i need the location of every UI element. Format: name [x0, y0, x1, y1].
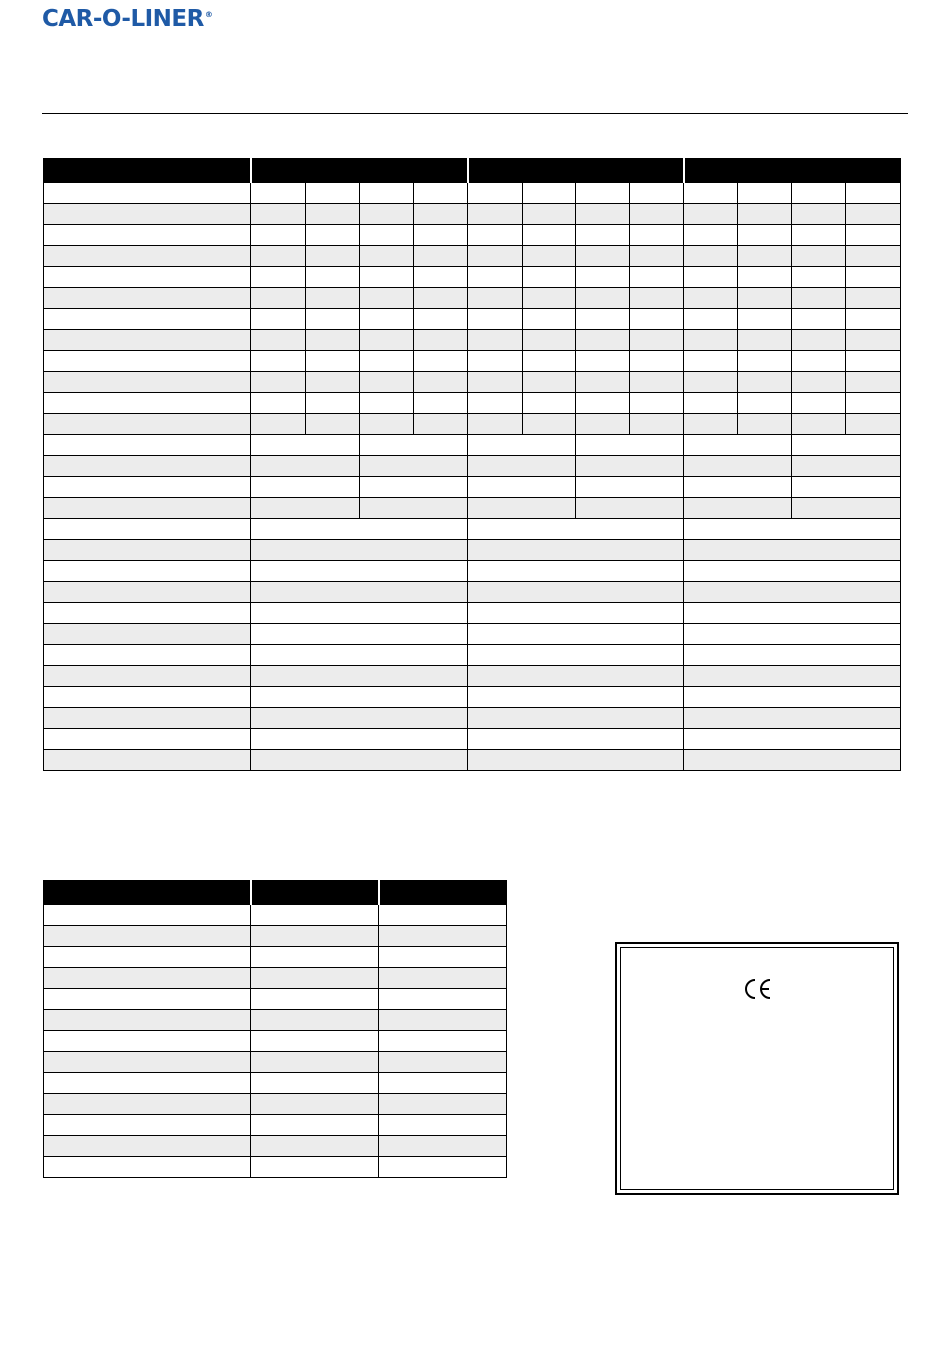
table-row [44, 750, 901, 771]
table-header-row [44, 881, 507, 905]
table-row [44, 288, 901, 309]
table-row [44, 666, 901, 687]
table-row [44, 729, 901, 750]
table-row [44, 330, 901, 351]
table-row [44, 519, 901, 540]
table-row [44, 309, 901, 330]
table-row [44, 645, 901, 666]
table-row [44, 1010, 507, 1031]
header-divider [42, 113, 908, 114]
table-row [44, 561, 901, 582]
table-row [44, 1073, 507, 1094]
table-row [44, 183, 901, 204]
table-row [44, 926, 507, 947]
table-row [44, 603, 901, 624]
table-row [44, 372, 901, 393]
table-row [44, 498, 901, 519]
table-row [44, 414, 901, 435]
ce-inner-frame [620, 947, 894, 1190]
table-row [44, 435, 901, 456]
table-row [44, 267, 901, 288]
table-row [44, 947, 507, 968]
registered-mark: ® [204, 10, 213, 19]
table-row [44, 1115, 507, 1136]
table-row [44, 1031, 507, 1052]
table-row [44, 708, 901, 729]
ce-certification-box [615, 942, 899, 1195]
specification-table [43, 158, 901, 771]
table-row [44, 1094, 507, 1115]
header-group-2 [468, 159, 684, 183]
table-row [44, 687, 901, 708]
table-row [44, 393, 901, 414]
table-row [44, 204, 901, 225]
table-row [44, 1157, 507, 1178]
brand-name: CAR-O-LINER [42, 6, 204, 32]
header-group-3 [684, 159, 901, 183]
table-row [44, 1136, 507, 1157]
table-row [44, 1052, 507, 1073]
car-o-liner-logo [42, 6, 212, 32]
ce-mark-icon [621, 978, 893, 1005]
table-row [44, 905, 507, 926]
table-row [44, 968, 507, 989]
table-row [44, 351, 901, 372]
table-row [44, 989, 507, 1010]
table-row [44, 456, 901, 477]
accessory-table [43, 880, 507, 1178]
table-row [44, 582, 901, 603]
table-row [44, 246, 901, 267]
header-group-1 [251, 159, 468, 183]
table-row [44, 225, 901, 246]
table-row [44, 624, 901, 645]
table-row [44, 477, 901, 498]
table-row [44, 540, 901, 561]
table-header-row [44, 159, 901, 183]
